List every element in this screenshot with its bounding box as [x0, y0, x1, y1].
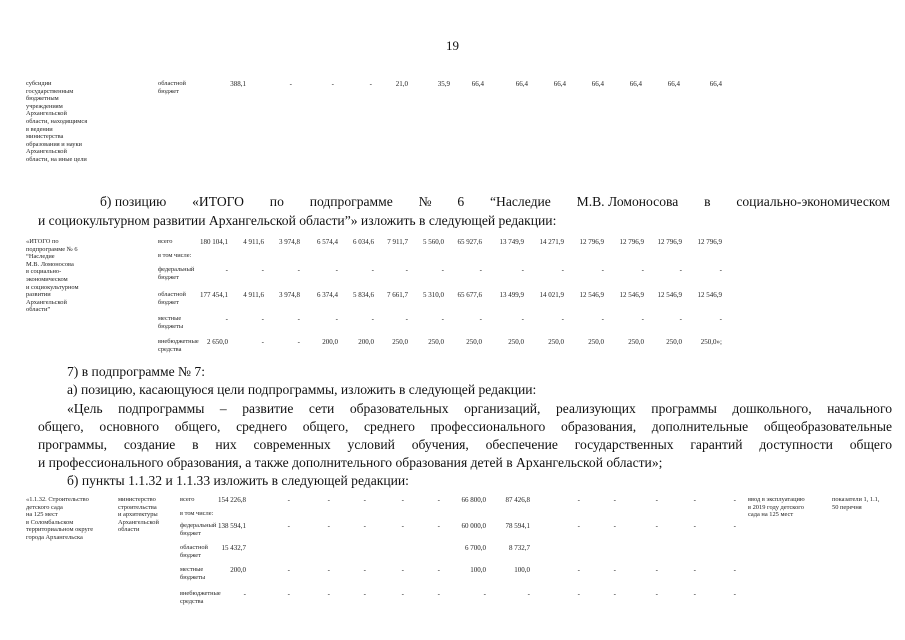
table-itogo-value: - — [479, 315, 482, 323]
table-bottom-value: 87 426,8 — [505, 496, 530, 504]
table-bottom-value: - — [693, 496, 696, 504]
table-bottom-row-label — [180, 566, 205, 581]
table-itogo-value: - — [225, 266, 228, 274]
table-bottom-value: - — [577, 522, 580, 530]
table-top-value: 66,4 — [709, 80, 722, 88]
table-itogo-name-line: М.В. Ломоносова — [26, 260, 74, 268]
table-bottom-value: - — [577, 590, 580, 598]
para-b1-word: по — [269, 194, 284, 209]
table-bottom-value: - — [437, 566, 440, 574]
para-b1-word: в — [704, 194, 711, 209]
table-bottom-result — [748, 496, 828, 519]
table-bottom-exec-line: и архитектуры — [118, 511, 158, 519]
table-itogo-value: 2 650,0 — [207, 338, 228, 346]
table-bottom-value: - — [401, 566, 404, 574]
table-itogo-row-label-line: средства — [158, 345, 182, 353]
table-bottom-value: - — [733, 522, 736, 530]
table-itogo-value: - — [297, 266, 300, 274]
table-itogo-value: 250,0 — [508, 338, 524, 346]
para-goal-line-2: общего, основного общего, среднего общего, среднего профессионального образования, дополнительные общеобразовательные — [38, 419, 892, 434]
table-bottom-value: 200,0 — [230, 566, 246, 574]
table-bottom-value: - — [327, 566, 330, 574]
table-top-value: 21,0 — [395, 80, 408, 88]
table-itogo-value: - — [371, 266, 374, 274]
table-top-name-line: Архангельской — [26, 110, 67, 118]
table-bottom-value: 100,0 — [470, 566, 486, 574]
table-bottom-name-line: на 125 мест — [26, 511, 58, 519]
table-bottom-exec-line: строительства — [118, 503, 157, 511]
table-top-value: - — [289, 80, 292, 88]
table-top-name — [26, 80, 136, 164]
table-bottom-row-label-line: всего — [180, 496, 195, 503]
para-b1-word: “Наследие — [490, 194, 551, 209]
table-itogo-name-line: “Наследие — [26, 253, 55, 261]
para-b1-word: социально-экономическом — [736, 194, 890, 209]
table-bottom-value: - — [437, 522, 440, 530]
table-bottom-value: - — [655, 496, 658, 504]
table-bottom-value: 154 226,8 — [218, 496, 246, 504]
table-bottom-value: - — [327, 496, 330, 504]
table-itogo-value: 3 974,8 — [279, 238, 300, 246]
table-itogo-value: 5 560,0 — [423, 238, 444, 246]
table-itogo-value: 4 911,6 — [243, 291, 264, 299]
table-top-value: 66,4 — [471, 80, 484, 88]
table-itogo — [26, 238, 886, 363]
para-b1-word: б) позицию — [100, 194, 167, 209]
table-itogo-value: - — [441, 315, 444, 323]
table-bottom-value: 6 700,0 — [465, 544, 486, 552]
table-itogo-value: - — [719, 315, 722, 323]
table-bottom-value: - — [287, 590, 290, 598]
table-itogo-value: - — [679, 266, 682, 274]
table-top-source — [158, 80, 186, 95]
table-bottom-value: - — [287, 566, 290, 574]
table-bottom-value: - — [437, 590, 440, 598]
table-bottom-value: 66 800,0 — [461, 496, 486, 504]
table-itogo-value: 250,0 — [628, 338, 644, 346]
table-bottom-result-line: сада на 125 мест — [748, 511, 794, 519]
table-itogo-value: - — [261, 338, 264, 346]
table-itogo-value: 3 974,8 — [279, 291, 300, 299]
table-top-value: 66,4 — [553, 80, 566, 88]
table-top-name-line: в ведении — [26, 125, 53, 133]
para-goal-line-3: программы, создание в них современных условий обучения, обеспечение государственных гарантий доступности общего — [38, 437, 892, 452]
table-itogo-row-label-line: бюджеты — [158, 322, 184, 330]
table-top-value: 388,1 — [230, 80, 246, 88]
table-itogo-row-label — [158, 315, 183, 330]
table-itogo-value: - — [405, 315, 408, 323]
table-itogo-value: - — [641, 266, 644, 274]
table-bottom-value: - — [733, 566, 736, 574]
table-itogo-row-label — [158, 291, 186, 306]
table-itogo-value: 14 271,9 — [539, 238, 564, 246]
table-top-name-line: области, находящимся — [26, 117, 88, 125]
table-itogo-value: - — [521, 315, 524, 323]
table-bottom-row-label-line: местные — [180, 566, 204, 573]
table-itogo-row-label — [158, 252, 191, 260]
table-itogo-row-label-line: в том числе: — [158, 252, 192, 259]
table-bottom-value: - — [401, 522, 404, 530]
table-bottom-row-label-line: бюджеты — [180, 573, 206, 581]
table-bottom-result-line: в 2019 году детского — [748, 503, 804, 511]
table-top-value: 35,9 — [437, 80, 450, 88]
table-itogo-value: - — [601, 315, 604, 323]
table-itogo-value: 4 911,6 — [243, 238, 264, 246]
table-bottom-value: 100,0 — [514, 566, 530, 574]
table-bottom-value: - — [613, 566, 616, 574]
table-bottom-result-line: ввод в эксплуатацию — [748, 496, 805, 503]
table-bottom-value: - — [577, 566, 580, 574]
table-itogo-value: 12 796,9 — [657, 238, 682, 246]
table-bottom-row-label — [180, 496, 194, 504]
table-itogo-value: - — [371, 315, 374, 323]
table-bottom-value: - — [655, 566, 658, 574]
para-b1-word: «ИТОГО — [192, 194, 244, 209]
table-itogo-value: 7 661,7 — [387, 291, 408, 299]
table-itogo-row-label-line: местные — [158, 315, 182, 322]
table-bottom-value: 138 594,1 — [218, 522, 246, 530]
table-itogo-value: - — [441, 266, 444, 274]
table-itogo-value: - — [641, 315, 644, 323]
table-bottom-value: - — [693, 522, 696, 530]
table-itogo-row-label-line: федеральный — [158, 266, 195, 273]
table-itogo-value: - — [261, 315, 264, 323]
table-itogo-value: - — [601, 266, 604, 274]
table-itogo-value: 13 499,9 — [499, 291, 524, 299]
table-bottom-value: - — [363, 522, 366, 530]
table-itogo-value: - — [561, 315, 564, 323]
table-top-source-line: областной — [158, 80, 186, 87]
table-bottom-indicator-line: 50 перечня — [832, 503, 862, 511]
table-itogo-value: - — [225, 315, 228, 323]
table-itogo-value: - — [405, 266, 408, 274]
table-bottom-name-line: города Архангельска — [26, 533, 83, 541]
table-bottom-value: - — [363, 590, 366, 598]
table-itogo-value: 177 454,1 — [200, 291, 228, 299]
table-bottom-value: - — [613, 496, 616, 504]
table-bottom-row-label-line: бюджет — [180, 551, 201, 559]
table-top-name-line: области, на иные цели — [26, 155, 87, 163]
table-bottom-row-label-line: в том числе: — [180, 510, 214, 517]
table-itogo-row-label-line: бюджет — [158, 298, 179, 306]
para-b1-word: подпрограмме — [309, 194, 393, 209]
table-top-source-line: бюджет — [158, 87, 179, 95]
table-itogo-name-line: в социально- — [26, 268, 62, 276]
table-bottom-value: 60 000,0 — [461, 522, 486, 530]
table-itogo-name-line: «ИТОГО по — [26, 238, 59, 245]
table-itogo-value: 5 834,6 — [353, 291, 374, 299]
table-top-name-line: министерства — [26, 133, 64, 141]
table-itogo-value: - — [719, 266, 722, 274]
table-bottom-value: - — [401, 590, 404, 598]
table-top-value: 66,4 — [515, 80, 528, 88]
table-bottom-value: - — [287, 522, 290, 530]
table-bottom-value: - — [733, 590, 736, 598]
table-top-value: 66,4 — [591, 80, 604, 88]
table-top-value: - — [369, 80, 372, 88]
table-itogo-value: 180 104,1 — [200, 238, 228, 246]
table-itogo-value: 250,0 — [548, 338, 564, 346]
table-bottom-value: - — [483, 590, 486, 598]
table-bottom-exec-line: области — [118, 526, 140, 534]
table-itogo-value: 12 796,9 — [579, 238, 604, 246]
table-itogo-value: 6 574,4 — [317, 238, 338, 246]
para-goal-line-1: «Цель подпрограммы – развитие сети образовательных организаций, реализующих программы дошкольного, начального — [67, 401, 892, 416]
table-top-value: 66,4 — [667, 80, 680, 88]
table-bottom-name-line: в Соломбальском — [26, 518, 74, 526]
table-bottom-executor — [118, 496, 178, 534]
table-top-name-line: государственным — [26, 87, 74, 95]
para-7: 7) в подпрограмме № 7: — [67, 364, 205, 379]
table-bottom-row-label — [180, 510, 213, 518]
table-bottom-value: - — [655, 522, 658, 530]
table-bottom-value: - — [733, 496, 736, 504]
table-bottom-value: 78 594,1 — [505, 522, 530, 530]
table-top-value: - — [331, 80, 334, 88]
table-top-name-line: субсидии — [26, 80, 52, 87]
table-bottom-value: - — [693, 566, 696, 574]
table-itogo-value: 6 034,6 — [353, 238, 374, 246]
table-itogo-name-line: экономическом — [26, 275, 68, 283]
table-bottom-value: 15 432,7 — [221, 544, 246, 552]
table-itogo-value: 200,0 — [322, 338, 338, 346]
para-a: а) позицию, касающуюся цели подпрограммы, изложить в следующей редакции: — [67, 382, 537, 397]
table-bottom-name-line: «1.1.32. Строительство — [26, 496, 89, 503]
para-b2: б) пункты 1.1.32 и 1.1.33 изложить в следующей редакции: — [67, 473, 409, 488]
table-top-name-line: образования и науки — [26, 140, 82, 148]
table-bottom-exec-line: министерство — [118, 496, 156, 503]
table-bottom-value: - — [287, 496, 290, 504]
para-b1-word: М.В. Ломоносова — [576, 194, 679, 209]
para-goal-line-4: и профессионального образования, а также дополнительного образования детей в Архангельской области»; — [38, 455, 663, 470]
table-bottom-value: - — [527, 590, 530, 598]
table-bottom-row-label-line: областной — [180, 544, 208, 551]
table-itogo-value: 250,0»; — [700, 338, 722, 346]
table-bottom-value: - — [437, 496, 440, 504]
table-top — [26, 80, 886, 180]
table-bottom — [26, 496, 901, 640]
table-bottom-exec-line: Архангельской — [118, 518, 159, 526]
table-top-name-line: учреждениям — [26, 102, 63, 110]
table-itogo-value: 250,0 — [392, 338, 408, 346]
table-itogo-value: 14 021,9 — [539, 291, 564, 299]
table-itogo-value: 250,0 — [666, 338, 682, 346]
table-itogo-value: - — [561, 266, 564, 274]
table-itogo-name — [26, 238, 136, 314]
page-number: 19 — [446, 38, 459, 53]
table-itogo-value: 12 546,9 — [619, 291, 644, 299]
table-bottom-value: - — [327, 522, 330, 530]
table-itogo-value: 12 546,9 — [697, 291, 722, 299]
table-bottom-value: - — [327, 590, 330, 598]
table-itogo-row-label — [158, 238, 172, 246]
table-bottom-value: - — [613, 590, 616, 598]
table-top-value: 66,4 — [629, 80, 642, 88]
para-b1-word: 6 — [457, 194, 465, 209]
table-bottom-value: - — [655, 590, 658, 598]
table-itogo-value: 5 310,0 — [423, 291, 444, 299]
table-itogo-row-label-line: всего — [158, 238, 173, 245]
table-bottom-value: 8 732,7 — [509, 544, 530, 552]
table-itogo-value: 250,0 — [588, 338, 604, 346]
table-bottom-row-label-line: средства — [180, 597, 204, 605]
table-bottom-indicators — [832, 496, 900, 511]
table-itogo-row-label-line: внебюджетные — [158, 338, 199, 345]
table-itogo-value: 12 546,9 — [579, 291, 604, 299]
table-bottom-row-label-line: федеральный — [180, 522, 217, 529]
table-itogo-value: - — [297, 315, 300, 323]
table-bottom-value: - — [577, 496, 580, 504]
table-bottom-value: - — [243, 590, 246, 598]
table-bottom-value: - — [401, 496, 404, 504]
table-itogo-name-line: подпрограмме № 6 — [26, 245, 78, 253]
table-itogo-value: - — [521, 266, 524, 274]
table-bottom-value: - — [693, 590, 696, 598]
table-bottom-value: - — [363, 566, 366, 574]
table-itogo-value: 6 374,4 — [317, 291, 338, 299]
table-itogo-value: 12 546,9 — [657, 291, 682, 299]
table-itogo-value: - — [679, 315, 682, 323]
table-itogo-value: 65 677,6 — [457, 291, 482, 299]
table-itogo-value: 7 911,7 — [387, 238, 408, 246]
table-bottom-indicator-line: показатели 1, 1.1, — [832, 496, 880, 503]
table-bottom-row-label-line: внебюджетные — [180, 590, 221, 597]
table-top-name-line: Архангельской — [26, 148, 67, 156]
table-itogo-name-line: развитии — [26, 291, 51, 299]
para-b1-word: № — [418, 194, 432, 209]
table-bottom-name — [26, 496, 118, 542]
para-b1-line1 — [100, 193, 890, 211]
table-itogo-name-line: области” — [26, 306, 51, 314]
table-itogo-value: - — [261, 266, 264, 274]
para-b1-line2: и социокультурном развитии Архангельской области”» изложить в следующей редакции: — [38, 213, 557, 228]
table-bottom-name-line: детского сада — [26, 503, 63, 511]
table-itogo-value: - — [335, 315, 338, 323]
table-itogo-value: 65 927,6 — [457, 238, 482, 246]
table-itogo-value: 12 796,9 — [619, 238, 644, 246]
table-itogo-value: - — [297, 338, 300, 346]
table-itogo-value: 250,0 — [466, 338, 482, 346]
table-itogo-value: 12 796,9 — [697, 238, 722, 246]
table-bottom-value: - — [363, 496, 366, 504]
table-itogo-value: 250,0 — [428, 338, 444, 346]
table-itogo-name-line: Архангельской — [26, 298, 67, 306]
table-top-name-line: бюджетным — [26, 95, 59, 103]
table-bottom-value: - — [613, 522, 616, 530]
table-itogo-name-line: и социокультурном — [26, 283, 79, 291]
table-itogo-row-label-line: бюджет — [158, 273, 179, 281]
table-itogo-value: 200,0 — [358, 338, 374, 346]
table-bottom-row-label-line: бюджет — [180, 529, 201, 537]
table-bottom-name-line: территориальном округе — [26, 526, 94, 534]
table-itogo-value: - — [479, 266, 482, 274]
table-itogo-value: 13 749,9 — [499, 238, 524, 246]
table-itogo-value: - — [335, 266, 338, 274]
table-itogo-row-label-line: областной — [158, 291, 186, 298]
